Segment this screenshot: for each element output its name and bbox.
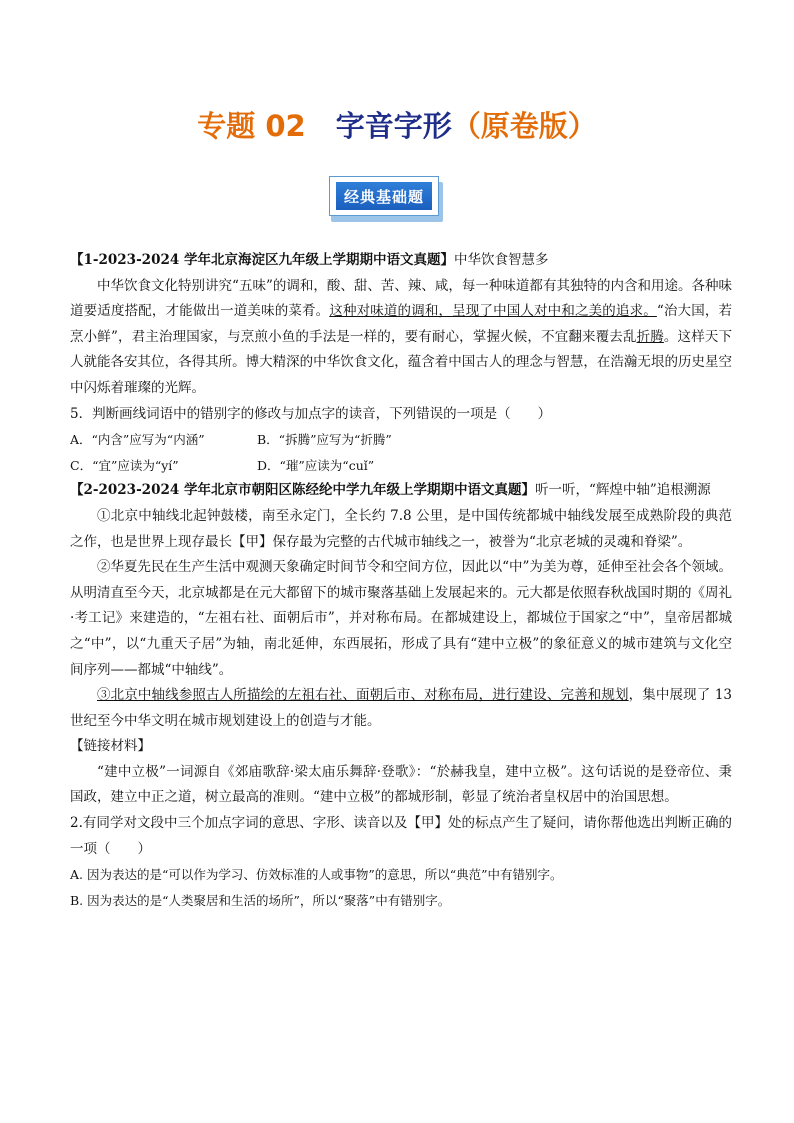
q2-heading [70,478,732,504]
q1-passage-text-2: “治大国，若烹小鲜”，君主治理国家，与烹煎小鱼的手法是一样的，要有耐心，掌握火候，不宜翻来覆去乱 [70,303,732,345]
document-content [70,248,732,913]
q1-heading [70,248,732,274]
q1-option-a: A．“内含”应写为“内涵” [70,432,205,448]
q2-paragraph-3 [70,683,732,734]
q1-option-d: D．“璀”应读为“cuǐ” [257,457,375,473]
badge-frame [329,176,439,216]
page-title [0,104,794,145]
q1-option-c: C．“宜”应读为“yí” [70,457,179,473]
q1-option-b: B．“拆腾”应写为“折腾” [257,432,392,448]
title-part-3: （原卷版） [451,109,597,143]
q2-paragraph-3-underlined: ③北京中轴线参照古人所描绘的左祖右社、面朝后市、对称布局，进行建设、完善和规划 [97,687,629,704]
q1-passage [70,274,732,402]
q2-paragraph-2: ②华夏先民在生产生活中观测天象确定时间节令和空间方位，因此以“中”为美为尊，延伸至社会各个领域。从明清直至今天，北京城都是在元大都留下的城市聚落基础上发展起来的。元大都是依照春秋战国时期的《周礼·考工记》来建造的，“左祖右社、面朝后市”，并对称布局。在都城建设上，都城位于国家之“中”，皇帝居都城之“中”，以“九重天子居”为轴，南北延伸，东西展拓，形成了具有“建中立极”的象征意义的城市建筑与文化空间序列——都城“中轴线”。 [70,559,732,678]
title-part-1: 专题 02 [197,109,306,143]
q1-question: 5．判断画线词语中的错别字的修改与加点字的读音，下列错误的一项是（ ） [70,405,552,422]
section-badge [329,176,443,222]
q1-options-row-2 [70,453,732,479]
badge-label: 经典基础题 [336,182,432,210]
q2-link-label: 【链接材料】 [70,738,151,755]
q1-source: 【1-2023-2024 学年北京海淀区九年级上学期期中语文真题】 [70,252,454,268]
q1-passage-underlined-word: 折腾 [636,328,664,345]
q2-option-a: A. 因为表达的是“可以作为学习、仿效标准的人或事物”的意思，所以“典范”中有错别字。 [70,867,563,883]
q1-passage-text-1: 中华饮食文化特别讲究“五味”的调和，酸、甜、苦、辣、咸，每一种味道都有其独特的内含和用途。各种味道要适度搭配，才能做出一道美味的菜肴。 [70,277,732,320]
q2-paragraph-1: ①北京中轴线北起钟鼓楼，南至永定门，全长约 7.8 公里，是中国传统都城中轴线发展至成熟阶段的典范之作，也是世界上现存最长【甲】保存最为完整的古代城市轴线之一，被誉为“北京老城的灵魂和脊梁”。 [70,507,732,550]
q2-question: 2.有同学对文段中三个加点字词的意思、字形、读音以及【甲】处的标点产生了疑问，请你帮他选出判断正确的一项（ ） [70,815,732,857]
q1-options-row-1 [70,427,732,453]
q2-link-text: “建中立极”一词源自《郊庙歌辞·梁太庙乐舞辞·登歌》：“於赫我皇，建中立极”。这句话说的是登帝位、秉国政，建立中正之道，树立最高的准则。“建中立极”的都城形制，彰显了统治者皇权居中的治国思想。 [70,763,732,806]
q2-source: 【2-2023-2024 学年北京市朝阳区陈经纶中学九年级上学期期中语文真题】 [70,482,535,499]
q2-paragraph-3-rest: ，集中展现了 13 世纪至今中华文明在城市规划建设上的创造与才能。 [70,687,732,729]
q1-passage-underlined: 这种对味道的调和，呈现了中国人对中和之美的追求。 [329,303,657,320]
q2-option-b: B. 因为表达的是“人类聚居和生活的场所”，所以“聚落”中有错别字。 [70,892,451,908]
title-part-2: 字音字形 [335,109,452,143]
q2-topic: 听一听，“辉煌中轴”追根溯源 [534,482,711,499]
q1-passage-text-3: 。这样天下人就能各安其位，各得其所。博大精深的中华饮食文化，蕴含着中国古人的理念与智慧，在浩瀚无垠的历史星空中闪烁着璀璨的光辉。 [70,328,732,396]
q1-topic: 中华饮食智慧多 [453,252,549,268]
